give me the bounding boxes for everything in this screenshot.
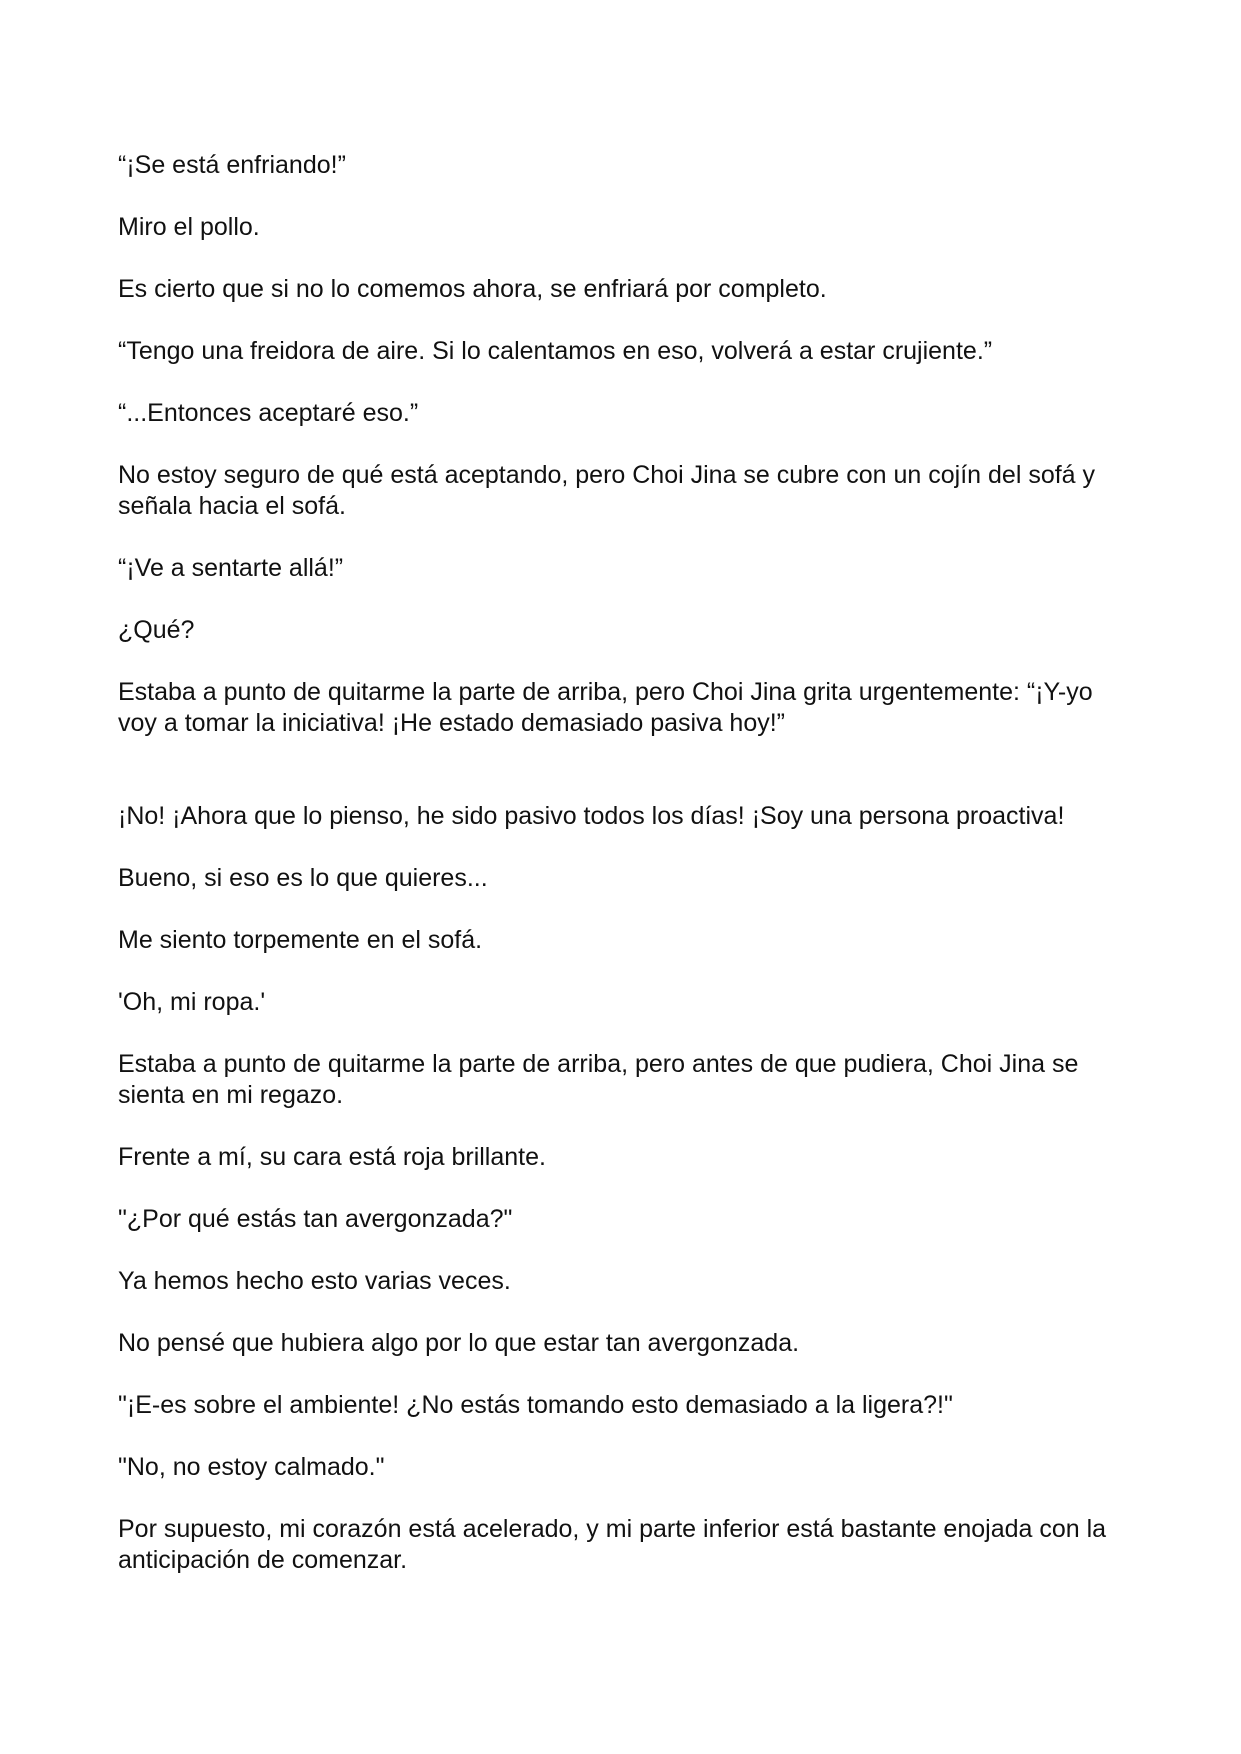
paragraph-14: Estaba a punto de quitarme la parte de arriba, pero antes de que pudiera, Choi Jina se sienta en mi regazo.: [118, 1050, 1079, 1109]
paragraph-9: Estaba a punto de quitarme la parte de arriba, pero Choi Jina grita urgentemente: “¡Y-yo voy a tomar la iniciativa! ¡He estado demasiado pasiva hoy!”: [118, 678, 1093, 737]
paragraph-5: “...Entonces aceptaré eso.”: [118, 399, 419, 427]
paragraph-13: 'Oh, mi ropa.': [118, 988, 266, 1016]
paragraph-12: Me siento torpemente en el sofá.: [118, 926, 483, 954]
paragraph-10: ¡No! ¡Ahora que lo pienso, he sido pasivo todos los días! ¡Soy una persona proactiva!: [118, 802, 1065, 830]
paragraph-1: “¡Se está enfriando!”: [118, 151, 346, 179]
paragraph-17: Ya hemos hecho esto varias veces.: [118, 1267, 511, 1295]
paragraph-18: No pensé que hubiera algo por lo que estar tan avergonzada.: [118, 1329, 800, 1357]
document-body: [118, 150, 1128, 1607]
paragraph-20: "No, no estoy calmado.": [118, 1453, 385, 1481]
paragraph-8: ¿Qué?: [118, 616, 195, 644]
paragraph-7: “¡Ve a sentarte allá!”: [118, 554, 344, 582]
paragraph-21: Por supuesto, mi corazón está acelerado, y mi parte inferior está bastante enojada con la anticipación de comenzar.: [118, 1515, 1107, 1574]
paragraph-11: Bueno, si eso es lo que quieres...: [118, 864, 488, 892]
paragraph-3: Es cierto que si no lo comemos ahora, se enfriará por completo.: [118, 275, 827, 303]
paragraph-2: Miro el pollo.: [118, 213, 260, 241]
paragraph-4: “Tengo una freidora de aire. Si lo calentamos en eso, volverá a estar crujiente.”: [118, 337, 993, 365]
paragraph-16: "¿Por qué estás tan avergonzada?": [118, 1205, 513, 1233]
paragraph-15: Frente a mí, su cara está roja brillante.: [118, 1143, 546, 1171]
paragraph-19: "¡E-es sobre el ambiente! ¿No estás tomando esto demasiado a la ligera?!": [118, 1391, 953, 1419]
paragraph-6: No estoy seguro de qué está aceptando, pero Choi Jina se cubre con un cojín del sofá y señala hacia el sofá.: [118, 461, 1096, 520]
